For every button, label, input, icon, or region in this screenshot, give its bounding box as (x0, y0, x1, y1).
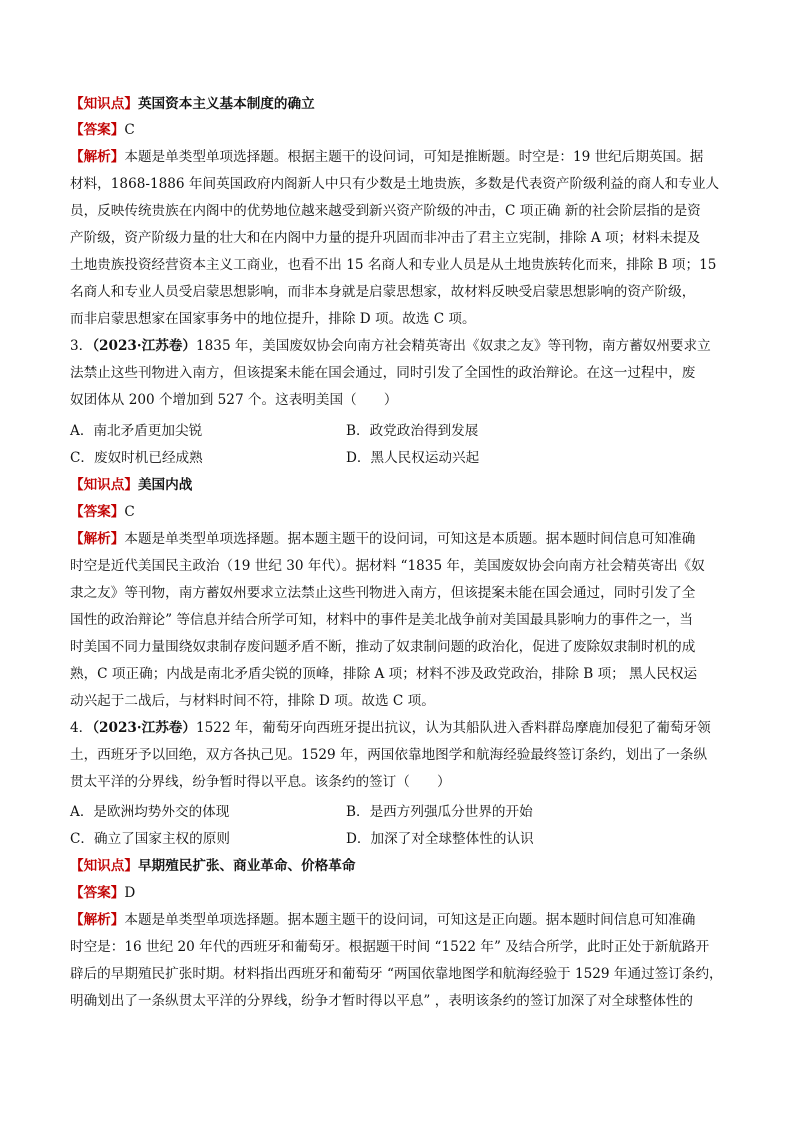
explanation-line: 国性的政治辩论” 等信息并结合所学可知，材料中的事件是美北战争前对美国最具影响力的事件之一，当 (70, 612, 693, 628)
explanation-line: 时美国不同力量围绕奴隶制存废问题矛盾不断，推动了奴隶制问题的政治化，促进了废除奴隶制时机的成 (70, 639, 696, 655)
option-d[interactable]: D．加深了对全球整体性的认识 (346, 831, 534, 847)
explanation-line: 土地贵族投资经营资本主义工商业，也看不出 15 名商人和专业人员是从土地贵族转化而来，排除 B 项；15 (70, 257, 717, 273)
question-4 (70, 719, 726, 738)
explanation-line: 产阶级，资产阶级力量的壮大和在内阁中力量的提升巩固而非冲击了君主立宪制，排除 A 项；材料未提及 (70, 230, 701, 246)
answer-value: D (124, 885, 136, 901)
question-text-line: 奴团体从 200 个增加到 527 个。这表明美国（ ） (70, 392, 398, 408)
explanation-text: 本题是单类型单项选择题。根据主题干的设问词，可知是推断题。时空是：19 世纪后期英国。据 (124, 149, 704, 165)
explanation-bracket: 【解析】 (70, 531, 125, 547)
question-text-line: 土，西班牙予以回绝，双方各执己见。1529 年，两国依靠地图学和航海经验最终签订条约，划出了一条纵 (70, 747, 708, 763)
explanation-text: 本题是单类型单项选择题。据本题主题干的设问词，可知这是本质题。据本题时间信息可知准确 (124, 531, 696, 547)
knowledge-point-heading (70, 476, 726, 495)
explanation-line: 熟，C 项正确；内战是南北矛盾尖锐的顶峰，排除 A 项；材料不涉及政党政治，排除 B 项； 黑人民权运 (70, 666, 698, 682)
explanation-line: 辟后的早期殖民扩张时期。材料指出西班牙和葡萄牙 “两国依靠地图学和航海经验于 1529 年通过签订条约， (70, 966, 723, 982)
knowledge-point-text: 早期殖民扩张、商业革命、价格革命 (137, 858, 356, 874)
knowledge-point-text: 英国资本主义基本制度的确立 (137, 96, 315, 112)
explanation-text: 本题是单类型单项选择题。据本题主题干的设问词，可知这是正向题。据本题时间信息可知准确 (124, 912, 696, 928)
question-3 (70, 337, 726, 356)
answer-line (70, 884, 726, 903)
explanation-line: 明确划出了一条纵贯太平洋的分界线，纷争才暂时得以平息” ，表明该条约的签订加深了对全球整体性的 (70, 993, 693, 1009)
answer-value: C (124, 122, 135, 138)
answer-bracket: 【答案】 (70, 885, 125, 901)
explanation-line: 名商人和专业人员受启蒙思想影响，而非本身就是启蒙思想家，故材料反映受启蒙思想影响的资产阶级， (70, 284, 696, 300)
answer-bracket: 【答案】 (70, 504, 125, 520)
option-a[interactable]: A．南北矛盾更加尖锐 (70, 423, 203, 439)
explanation-line: 员，反映传统贵族在内阁中的优势地位越来越受到新兴资产阶级的冲击，C 项正确 新的社会阶层指的是资 (70, 203, 701, 219)
explanation-line: 而非启蒙思想家在国家事务中的地位提升，排除 D 项。故选 C 项。 (70, 311, 476, 327)
knowledge-point-heading (70, 857, 726, 876)
knowledge-point-heading (70, 95, 726, 114)
explanation-bracket: 【解析】 (70, 149, 125, 165)
explanation-line (70, 148, 726, 167)
option-d[interactable]: D．黑人民权运动兴起 (346, 450, 480, 466)
explanation-line: 隶之友》等刊物，南方蓄奴州要求立法禁止这些刊物进入南方，但该提案未能在国会通过，同时引发了全 (70, 585, 696, 601)
question-source: （2023·江苏卷） (92, 720, 196, 736)
option-b[interactable]: B．是西方列强瓜分世界的开始 (346, 804, 533, 820)
question-text-line: 贯太平洋的分界线，纷争暂时得以平息。该条约的签订（ ） (70, 774, 451, 790)
explanation-line: 动兴起于二战后，与材料时间不符，排除 D 项。故选 C 项。 (70, 693, 435, 709)
question-text: 1522 年，葡萄牙向西班牙提出抗议，认为其船队进入香料群岛摩鹿加侵犯了葡萄牙领 (196, 720, 711, 736)
explanation-line (70, 530, 726, 549)
knowledge-point-bracket: 【知识点】 (70, 96, 138, 112)
knowledge-point-text: 美国内战 (137, 477, 193, 493)
question-text-line: 法禁止这些刊物进入南方，但该提案未能在国会通过，同时引发了全国性的政治辩论。在这一过程中，废 (70, 365, 696, 381)
question-number: 4． (70, 720, 93, 736)
option-c[interactable]: C．废奴时机已经成熟 (70, 450, 203, 466)
answer-line (70, 121, 726, 140)
knowledge-point-bracket: 【知识点】 (70, 858, 138, 874)
question-text: 1835 年，美国废奴协会向南方社会精英寄出《奴隶之友》等刊物，南方蓄奴州要求立 (196, 338, 711, 354)
answer-value: C (124, 504, 135, 520)
answer-bracket: 【答案】 (70, 122, 125, 138)
option-c[interactable]: C．确立了国家主权的原则 (70, 831, 230, 847)
explanation-line: 材料，1868-1886 年间英国政府内阁新人中只有少数是土地贵族，多数是代表资产阶级利益的商人和专业人 (70, 176, 720, 192)
explanation-line: 时空是：16 世纪 20 年代的西班牙和葡萄牙。根据题干时间 “1522 年” 及结合所学，此时正处于新航路开 (70, 939, 710, 955)
answer-line (70, 503, 726, 522)
explanation-bracket: 【解析】 (70, 912, 125, 928)
question-source: （2023·江苏卷） (92, 338, 196, 354)
explanation-line: 时空是近代美国民主政治（19 世纪 30 年代）。据材料 “1835 年，美国废奴协会向南方社会精英寄出《奴 (70, 558, 705, 574)
explanation-line (70, 911, 726, 930)
knowledge-point-bracket: 【知识点】 (70, 477, 138, 493)
option-b[interactable]: B．政党政治得到发展 (346, 423, 479, 439)
question-number: 3． (70, 338, 93, 354)
option-a[interactable]: A．是欧洲均势外交的体现 (70, 804, 230, 820)
